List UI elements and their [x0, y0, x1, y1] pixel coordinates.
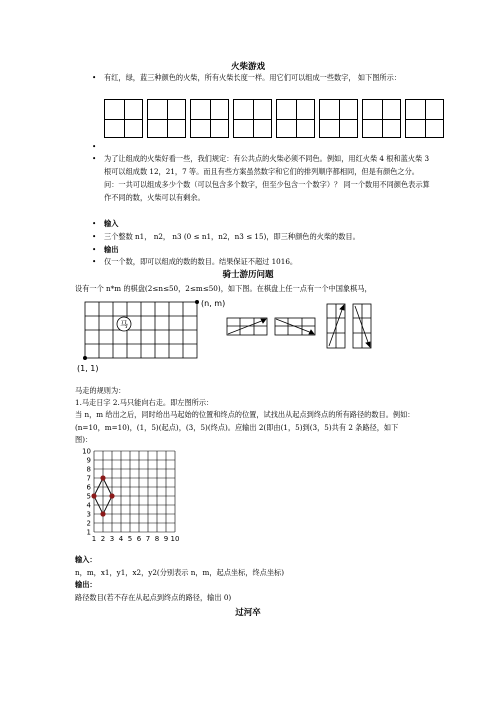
- grid-y-label: 6: [86, 483, 91, 492]
- rules-title: 马走的规则为：: [75, 386, 126, 395]
- grid-x-label: 2: [100, 535, 106, 543]
- grid-y-label: 2: [86, 519, 91, 528]
- digit-box: [190, 99, 229, 138]
- digit-box: [233, 99, 272, 138]
- bullet-dot: •: [92, 142, 97, 151]
- board-label-bl: (1, 1): [77, 364, 99, 373]
- digit-box: [147, 99, 186, 138]
- section2-title: 骑士游历问题: [222, 270, 274, 280]
- output-text: 仅一个数，即可以组成的数的数目。结果保证不超过 1016。: [104, 257, 298, 266]
- output-heading-2: 输出：: [75, 580, 97, 589]
- input-text: 三个整数 n1， n2， n3 (0 ≤ n1，n2，n3 ≤ 15)，即三种颜色的火柴的数目。: [104, 232, 360, 241]
- digit-box: [104, 99, 143, 138]
- output-heading: 输出: [104, 245, 119, 254]
- move-diagram-4: [353, 304, 371, 348]
- digit-box: [405, 99, 444, 138]
- grid-x-label: 4: [118, 535, 124, 543]
- grid-y-label: 4: [86, 501, 91, 510]
- board-label-tr: (n, m): [201, 299, 226, 308]
- grid-x-label: 1: [91, 535, 97, 543]
- grid-y-label: 5: [86, 492, 91, 501]
- grid-y-label: 1: [86, 528, 91, 537]
- grid-x-label: 7: [145, 535, 151, 543]
- horse-label: 马: [120, 320, 128, 329]
- grid-y-label: 8: [86, 465, 91, 474]
- input-text-2: n，m，x1，y1，x2，y2(分别表示 n，m，起点坐标，终点坐标): [75, 568, 285, 577]
- bullet-dot: •: [92, 73, 97, 82]
- grid-y-label: 3: [86, 510, 91, 519]
- origin-point: [83, 356, 87, 360]
- input-heading-2: 输入：: [75, 555, 97, 564]
- grid-x-label: 10: [170, 535, 180, 543]
- grid-x-label: 8: [154, 535, 160, 543]
- bullet-intro-text: 有红，绿，蓝三种颜色的火柴，所有火柴长度一样。用它们可以组成一些数字， 如下图所示：: [104, 73, 401, 82]
- knight-path-grid: [84, 432, 184, 544]
- bullet-dot: •: [92, 154, 97, 163]
- knight-position-dot: [100, 511, 105, 516]
- knight-description: 当 n，m 给出之后，同时给出马起始的位置和终点的位置，试找出从起点到终点的所有路径的数目。例如：(n=10，m=10)，(1，5)(起点)，(3，5)(终点)。应输出 2(即由(1，5)到(3，5)共有 2 条路径，如下图)：: [75, 410, 415, 444]
- knight-intro: 设有一个 n*m 的棋盘(2≤n≤50，2≤m≤50)，如下图。在棋盘上任一点有一个中国象棋马，: [75, 284, 372, 293]
- move-diagram-1: [227, 318, 267, 335]
- knight-position-dot: [91, 493, 96, 498]
- digit-box: [362, 99, 401, 138]
- input-heading: 输入: [104, 219, 119, 228]
- grid-x-label: 5: [127, 535, 133, 543]
- bullet-dot: •: [92, 219, 97, 228]
- bullet-dot: •: [92, 257, 97, 266]
- digit-box: [276, 99, 315, 138]
- output-text-2: 路径数目(若不存在从起点到终点的路径，输出 0): [75, 593, 232, 602]
- digit-box: [319, 99, 358, 138]
- knight-board-diagram: [75, 296, 380, 384]
- grid-x-label: 9: [163, 535, 169, 543]
- bullet-dot: •: [92, 232, 97, 241]
- knight-position-dot: [100, 475, 105, 480]
- corner-point: [195, 300, 199, 304]
- bullet-dot: •: [92, 245, 97, 254]
- bullet-rule-text: 为了让组成的火柴好看一些，我们规定：有公共点的火柴必须不同色。例如，用红火柴 4 根和蓝火柴 3 根可以组成数 12，21，7 等。而且有些方案虽然数字和它们的排列顺序都相同，但是有颜色之分。问：一共可以组成多少个数（可以包含多个数字，但至少包含一个数字）？ 同一个数用不同颜色表示算作不同的数，火柴可以有剩余。: [104, 154, 430, 202]
- move-diagram-3: [327, 304, 345, 348]
- grid-x-label: 3: [109, 535, 115, 543]
- grid-x-label: 6: [136, 535, 142, 543]
- grid-y-label: 9: [86, 456, 91, 465]
- section1-title: 火柴游戏: [230, 62, 265, 72]
- rules-line: 1.马走日字 2.马只能向右走。即左图所示：: [75, 398, 214, 407]
- chess-board-grid: [85, 302, 197, 358]
- move-diagram-2: [275, 318, 315, 335]
- grid-y-label: 10: [82, 447, 91, 456]
- section3-title: 过河卒: [235, 608, 261, 618]
- knight-position-dot: [109, 493, 114, 498]
- grid-y-label: 7: [86, 474, 91, 483]
